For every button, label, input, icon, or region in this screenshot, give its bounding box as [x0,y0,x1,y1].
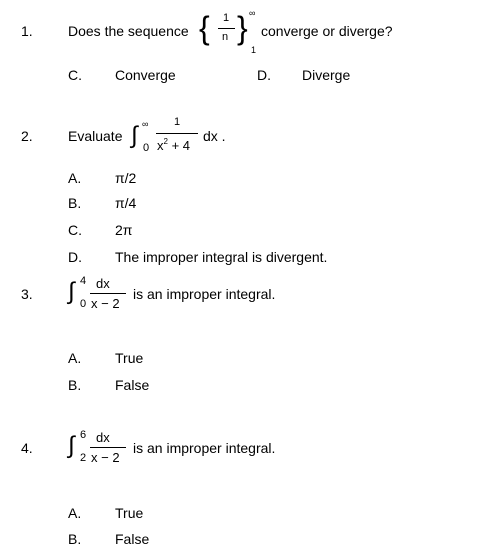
fraction-numerator: 1 [174,116,181,128]
question-prompt: is an improper integral. [133,286,276,302]
option-letter: D. [257,67,271,83]
question-prompt-continued: converge or diverge? [261,23,393,39]
right-brace: } [237,10,248,46]
left-brace: { [199,10,210,46]
integral-upper-limit: 6 [80,429,87,441]
question-number: 2. [21,128,33,144]
option-text: False [115,377,150,393]
question-number: 1. [21,23,33,39]
option-letter: D. [68,249,82,265]
option-letter: B. [68,377,82,393]
option-letter: B. [68,531,82,547]
option-text: True [115,350,144,366]
differential: dx . [203,128,226,144]
integral-upper-limit: 4 [80,275,87,287]
option-text: Diverge [302,67,351,83]
denominator-rest: + 4 [171,138,191,153]
integral-lower-limit: 2 [80,452,87,464]
option-text: False [115,531,150,547]
question-prompt: is an improper integral. [133,440,276,456]
option-letter: A. [68,170,82,186]
option-text: 2π [115,222,133,238]
fraction-bar [156,133,198,134]
option-text: π/4 [115,195,137,211]
option-text: The improper integral is divergent. [115,249,328,265]
question-prompt: Evaluate [68,128,123,144]
option-letter: A. [68,505,82,521]
sequence-upper-index: ∞ [249,8,256,18]
integral-sign: ∫ [68,432,75,459]
integral-lower-limit: 0 [80,298,87,310]
integral-sign: ∫ [68,278,75,305]
option-text: True [115,505,144,521]
denominator-base: x [157,138,164,153]
fraction-numerator: dx [96,430,110,445]
fraction-bar [90,293,126,294]
option-text: π/2 [115,170,137,186]
fraction-numerator: dx [96,276,110,291]
fraction-numerator: 1 [223,12,230,24]
denominator-exponent: 2 [163,137,168,146]
fraction-denominator: x − 2 [91,296,120,311]
fraction-denominator: x − 2 [91,450,120,465]
fraction-bar [218,28,235,29]
integral-upper-limit: ∞ [142,119,149,129]
option-letter: B. [68,195,82,211]
sequence-lower-index: 1 [251,45,257,55]
option-text: Converge [115,67,176,83]
fraction-denominator: n [222,31,229,43]
option-letter: C. [68,222,82,238]
integral-lower-limit: 0 [143,142,150,154]
question-prompt: Does the sequence [68,23,189,39]
question-number: 4. [21,440,33,456]
option-letter: C. [68,67,82,83]
option-letter: A. [68,350,82,366]
fraction-denominator [157,138,190,152]
question-number: 3. [21,286,33,302]
integral-sign: ∫ [131,122,138,149]
fraction-bar [90,447,126,448]
